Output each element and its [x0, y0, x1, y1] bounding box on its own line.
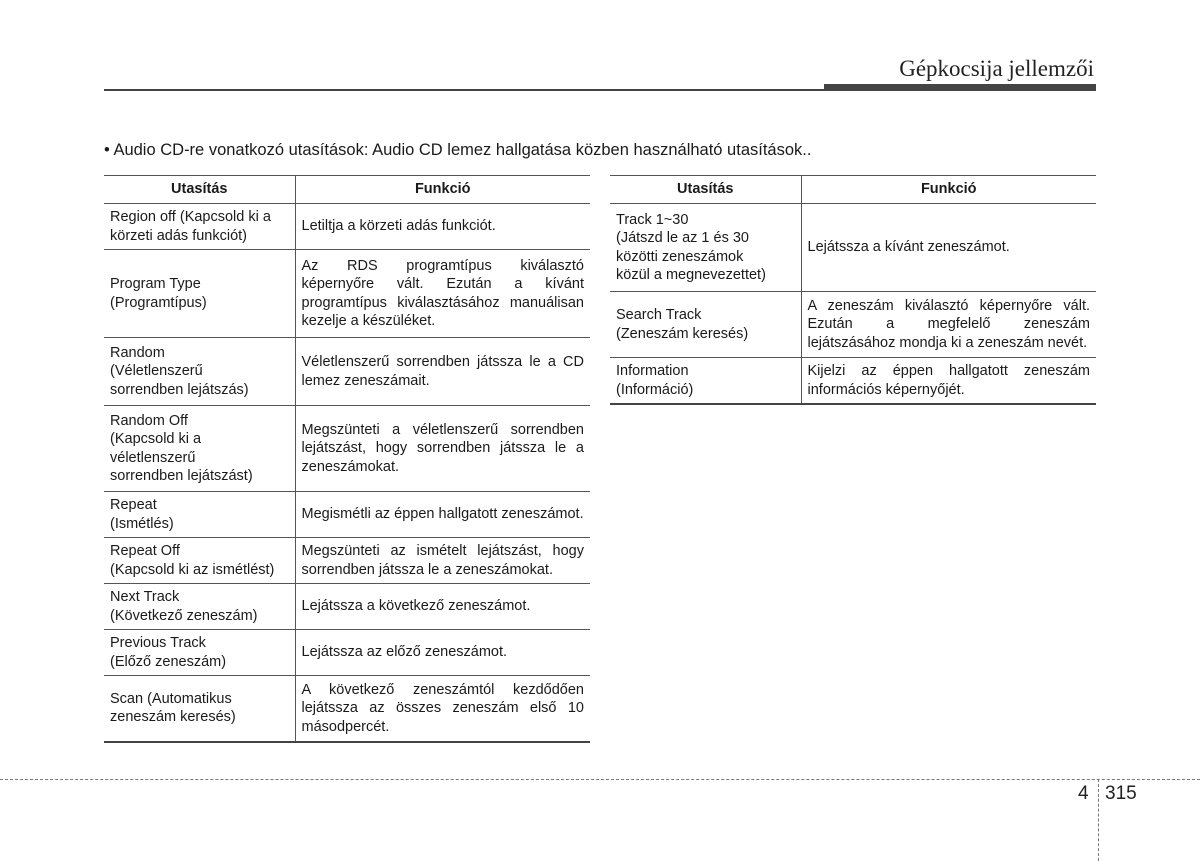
- function-cell: A következő zeneszámtól kezdődően lejátssza az összes zeneszám első 10 másodpercét.: [295, 676, 590, 742]
- column-header-function: Funkció: [295, 176, 590, 204]
- table-row: [104, 338, 590, 406]
- command-line: Previous Track: [110, 635, 206, 651]
- table-row: [104, 492, 590, 538]
- table-row: [104, 406, 590, 492]
- command-cell: [104, 584, 295, 630]
- table-row: [104, 630, 590, 676]
- function-cell: Letiltja a körzeti adás funkciót.: [295, 204, 590, 250]
- command-line: Scan (Automatikus: [110, 690, 232, 707]
- command-cell: [104, 204, 295, 250]
- table-row: [104, 676, 590, 742]
- command-line: (Következő zeneszám): [110, 607, 258, 624]
- command-line: (Kapcsold ki a: [110, 431, 202, 447]
- chapter-number: 4: [1078, 783, 1089, 804]
- function-cell: Lejátssza az előző zeneszámot.: [295, 630, 590, 676]
- command-line: (Zeneszám keresés): [616, 325, 749, 342]
- column-header-command: Utasítás: [610, 176, 801, 204]
- commands-table-left: [104, 175, 590, 743]
- function-cell: Lejátssza a következő zeneszámot.: [295, 584, 590, 630]
- command-cell: [104, 630, 295, 676]
- command-cell: [104, 492, 295, 538]
- intro-text: • Audio CD-re vonatkozó utasítások: Audio CD lemez hallgatása közben használható utasítások..: [104, 141, 812, 159]
- command-line: Search Track: [616, 307, 702, 323]
- command-line: (Játszd le az 1 és 30: [616, 230, 749, 246]
- command-line: (Véletlenszerű: [110, 363, 203, 380]
- function-cell: Megismétli az éppen hallgatott zeneszámot.: [295, 492, 590, 538]
- command-line: (Előző zeneszám): [110, 653, 227, 670]
- function-cell: A zeneszám kiválasztó képernyőre vált. Ezután a megfelelő zeneszám lejátszásához mondja ki a zeneszám nevét.: [801, 292, 1096, 358]
- footer-dashed-rule: [0, 779, 1200, 780]
- commands-table-right: [610, 175, 1096, 405]
- function-cell: Megszünteti az ismételt lejátszást, hogy sorrendben játssza le a zeneszámokat.: [295, 538, 590, 584]
- command-cell: [104, 250, 295, 338]
- command-cell: [610, 204, 801, 292]
- command-line: véletlenszerű: [110, 449, 196, 466]
- column-header-function: Funkció: [801, 176, 1096, 204]
- column-header-command: Utasítás: [104, 176, 295, 204]
- function-cell: Az RDS programtípus kiválasztó képernyőre vált. Ezután a kívánt programtípus kiválasztásához manuálisan kezelje a készüléket.: [295, 250, 590, 338]
- function-cell: Véletlenszerű sorrendben játssza le a CD lemez zeneszámait.: [295, 338, 590, 406]
- command-line: sorrendben lejátszást): [110, 468, 253, 484]
- table-row: [610, 358, 1096, 405]
- command-cell: [104, 676, 295, 742]
- command-line: Random: [110, 344, 165, 361]
- table-row: [104, 204, 590, 250]
- function-cell: Kijelzi az éppen hallgatott zeneszám információs képernyőjét.: [801, 358, 1096, 405]
- footer-dashed-divider: [1098, 779, 1099, 861]
- table-row: [610, 204, 1096, 292]
- command-line: (Kapcsold ki az ismétlést): [110, 561, 275, 578]
- command-cell: [104, 538, 295, 584]
- command-line: sorrendben lejátszás): [110, 381, 249, 398]
- page-number: 315: [1105, 783, 1137, 804]
- command-line: Repeat Off: [110, 543, 180, 559]
- command-line: Repeat: [110, 497, 157, 513]
- command-cell: [610, 292, 801, 358]
- command-line: Track 1~30: [616, 211, 689, 228]
- page-header-title: Gépkocsija jellemzői: [899, 56, 1094, 81]
- command-cell: [610, 358, 801, 405]
- command-cell: [104, 338, 295, 406]
- table-row: [104, 584, 590, 630]
- command-line: Next Track: [110, 589, 180, 605]
- table-row: [610, 292, 1096, 358]
- table-row: [104, 250, 590, 338]
- command-line: (Információ): [616, 381, 694, 398]
- header-rule-accent: [824, 84, 1096, 91]
- command-line: Information: [616, 363, 689, 379]
- command-line: körzeti adás funkciót): [110, 227, 248, 244]
- command-line: Region off (Kapcsold ki a: [110, 209, 271, 225]
- command-line: (Programtípus): [110, 294, 207, 311]
- command-line: Program Type: [110, 276, 201, 292]
- command-line: közötti zeneszámok: [616, 248, 744, 265]
- function-cell: Lejátssza a kívánt zeneszámot.: [801, 204, 1096, 292]
- command-line: Random Off: [110, 412, 188, 429]
- table-row: [104, 538, 590, 584]
- command-line: zeneszám keresés): [110, 709, 236, 726]
- command-line: (Ismétlés): [110, 515, 174, 532]
- command-line: közül a megnevezettet): [616, 267, 766, 283]
- command-cell: [104, 406, 295, 492]
- function-cell: Megszünteti a véletlenszerű sorrendben lejátszást, hogy sorrendben játssza le a zeneszámokat.: [295, 406, 590, 492]
